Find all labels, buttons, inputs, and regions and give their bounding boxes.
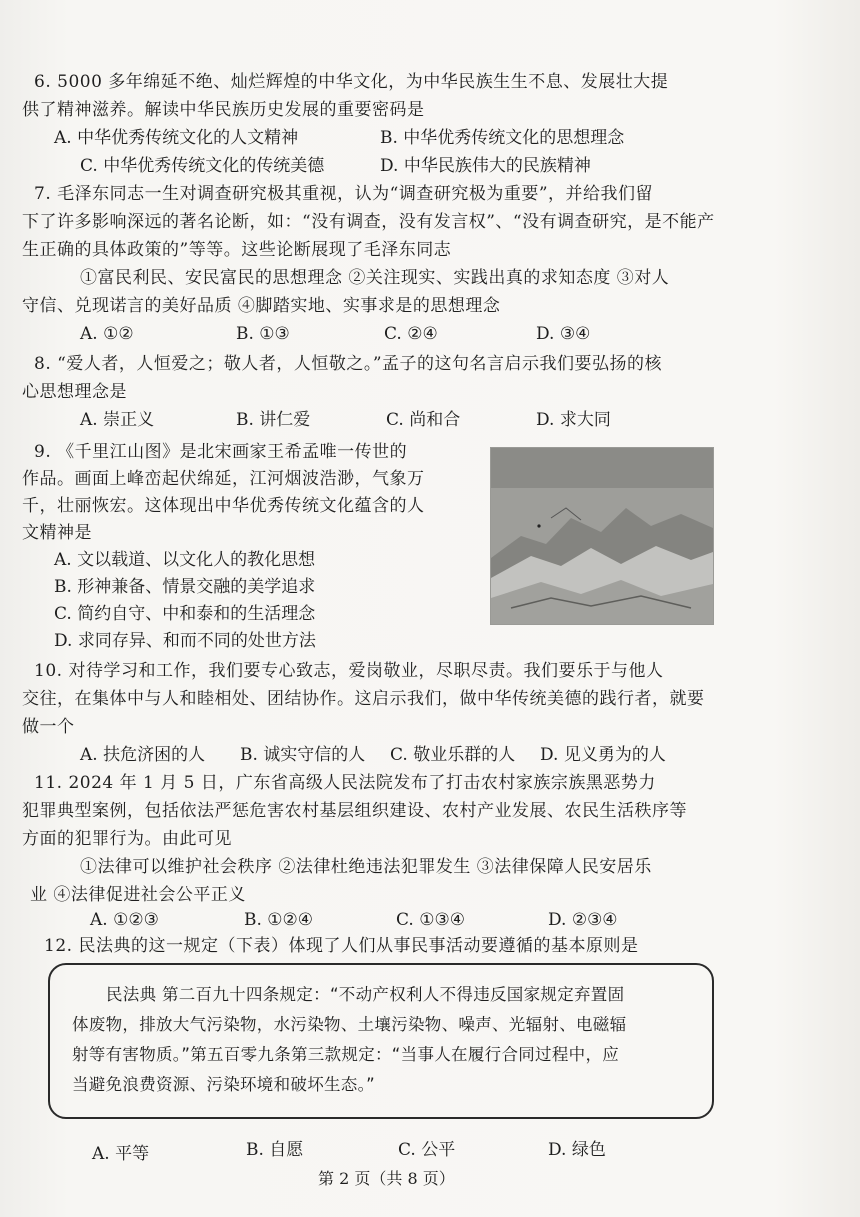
- quote-line4: 当避免浪费资源、污染环境和破坏生态。”: [72, 1075, 375, 1094]
- q12-option-d: D. 绿色: [548, 1140, 606, 1160]
- quote-line3: 射等有害物质。”第五百零九条第三款规定：“当事人在履行合同过程中，应: [72, 1045, 620, 1064]
- q8-stem-line2: 心思想理念是: [22, 382, 127, 402]
- q6-option-b: B. 中华优秀传统文化的思想理念: [380, 128, 625, 148]
- q8-option-b: B. 讲仁爱: [236, 410, 311, 430]
- quote-line1: 民法典 第二百九十四条规定：“不动产权利人不得违反国家规定弃置固: [106, 985, 625, 1004]
- landscape-painting-image: [490, 447, 714, 625]
- q7-statements-line1: ①富民利民、安民富民的思想理念 ②关注现实、实践出真的求知态度 ③对人: [80, 268, 670, 288]
- q11-stem-line2: 犯罪典型案例，包括依法严惩危害农村基层组织建设、农村产业发展、农民生活秩序等: [22, 801, 687, 821]
- q6-stem-line2: 供了精神滋养。解读中华民族历史发展的重要密码是: [22, 100, 425, 120]
- page-number-footer: 第 2 页（共 8 页）: [318, 1169, 455, 1188]
- q7-stem-line2: 下了许多影响深远的著名论断，如：“没有调查，没有发言权”、“没有调查研究，是不能产: [22, 212, 715, 232]
- q12-stem-line1: 12. 民法典的这一规定（下表）体现了人们从事民事活动要遵循的基本原则是: [44, 936, 639, 956]
- landscape-painting-svg: [491, 448, 713, 624]
- q6-stem-line1: 6. 5000 多年绵延不绝、灿烂辉煌的中华文化，为中华民族生生不息、发展壮大提: [34, 72, 669, 92]
- q12-option-a: A. 平等: [92, 1144, 150, 1164]
- q9-stem-line3: 千，壮丽恢宏。这体现出中华优秀传统文化蕴含的人: [22, 496, 425, 516]
- q12-option-b: B. 自愿: [246, 1140, 304, 1160]
- q7-option-d: D. ③④: [536, 324, 591, 344]
- q11-option-d: D. ②③④: [548, 910, 618, 930]
- q6-option-d: D. 中华民族伟大的民族精神: [380, 156, 591, 176]
- q7-option-b: B. ①③: [236, 324, 290, 344]
- q11-stem-line3: 方面的犯罪行为。由此可见: [22, 829, 232, 849]
- q6-option-a: A. 中华优秀传统文化的人文精神: [54, 128, 299, 148]
- q9-stem-line2: 作品。画面上峰峦起伏绵延，江河烟波浩渺，气象万: [22, 469, 425, 489]
- q9-option-a: A. 文以载道、以文化人的教化思想: [54, 550, 316, 570]
- q6-option-c: C. 中华优秀传统文化的传统美德: [80, 156, 325, 176]
- q11-statements-line2: 业 ④法律促进社会公平正义: [30, 885, 246, 905]
- q7-option-c: C. ②④: [384, 324, 438, 344]
- q10-option-a: A. 扶危济困的人: [80, 745, 206, 765]
- q10-option-b: B. 诚实守信的人: [240, 745, 366, 765]
- q7-option-a: A. ①②: [80, 324, 134, 344]
- q11-stem-line1: 11. 2024 年 1 月 5 日，广东省高级人民法院发布了打击农村家族宗族黑恶势力: [34, 773, 656, 793]
- q10-stem-line3: 做一个: [22, 717, 75, 737]
- q8-option-a: A. 崇正义: [80, 410, 155, 430]
- q11-option-a: A. ①②③: [90, 910, 159, 930]
- q8-option-c: C. 尚和合: [386, 410, 461, 430]
- q9-option-b: B. 形神兼备、情景交融的美学追求: [54, 577, 316, 597]
- q7-stem-line3: 生正确的具体政策的”等等。这些论断展现了毛泽东同志: [22, 240, 452, 260]
- q9-option-d: D. 求同存异、和而不同的处世方法: [54, 631, 316, 651]
- q9-stem-line4: 文精神是: [22, 523, 92, 543]
- q7-stem-line1: 7. 毛泽东同志一生对调查研究极其重视，认为“调查研究极为重要”，并给我们留: [34, 184, 654, 204]
- quote-line2: 体废物，排放大气污染物，水污染物、土壤污染物、噪声、光辐射、电磁辐: [72, 1015, 627, 1034]
- q10-stem-line1: 10. 对待学习和工作，我们要专心致志，爱岗敬业，尽职尽责。我们要乐于与他人: [34, 661, 664, 681]
- q8-option-d: D. 求大同: [536, 410, 611, 430]
- q11-statements-line1: ①法律可以维护社会秩序 ②法律杜绝违法犯罪发生 ③法律保障人民安居乐: [80, 857, 652, 877]
- q7-statements-line2: 守信、兑现诺言的美好品质 ④脚踏实地、实事求是的思想理念: [22, 296, 501, 316]
- q11-option-c: C. ①③④: [396, 910, 465, 930]
- q12-option-c: C. 公平: [398, 1140, 456, 1160]
- q10-stem-line2: 交往，在集体中与人和睦相处、团结协作。这启示我们，做中华传统美德的践行者，就要: [22, 689, 705, 709]
- q10-option-d: D. 见义勇为的人: [540, 745, 666, 765]
- q11-option-b: B. ①②④: [244, 910, 314, 930]
- q9-option-c: C. 简约自守、中和泰和的生活理念: [54, 604, 316, 624]
- q9-stem-line1: 9. 《千里江山图》是北宋画家王希孟唯一传世的: [34, 442, 408, 462]
- q10-option-c: C. 敬业乐群的人: [390, 745, 516, 765]
- q8-stem-line1: 8. “爱人者，人恒爱之；敬人者，人恒敬之。”孟子的这句名言启示我们要弘扬的核: [34, 354, 663, 374]
